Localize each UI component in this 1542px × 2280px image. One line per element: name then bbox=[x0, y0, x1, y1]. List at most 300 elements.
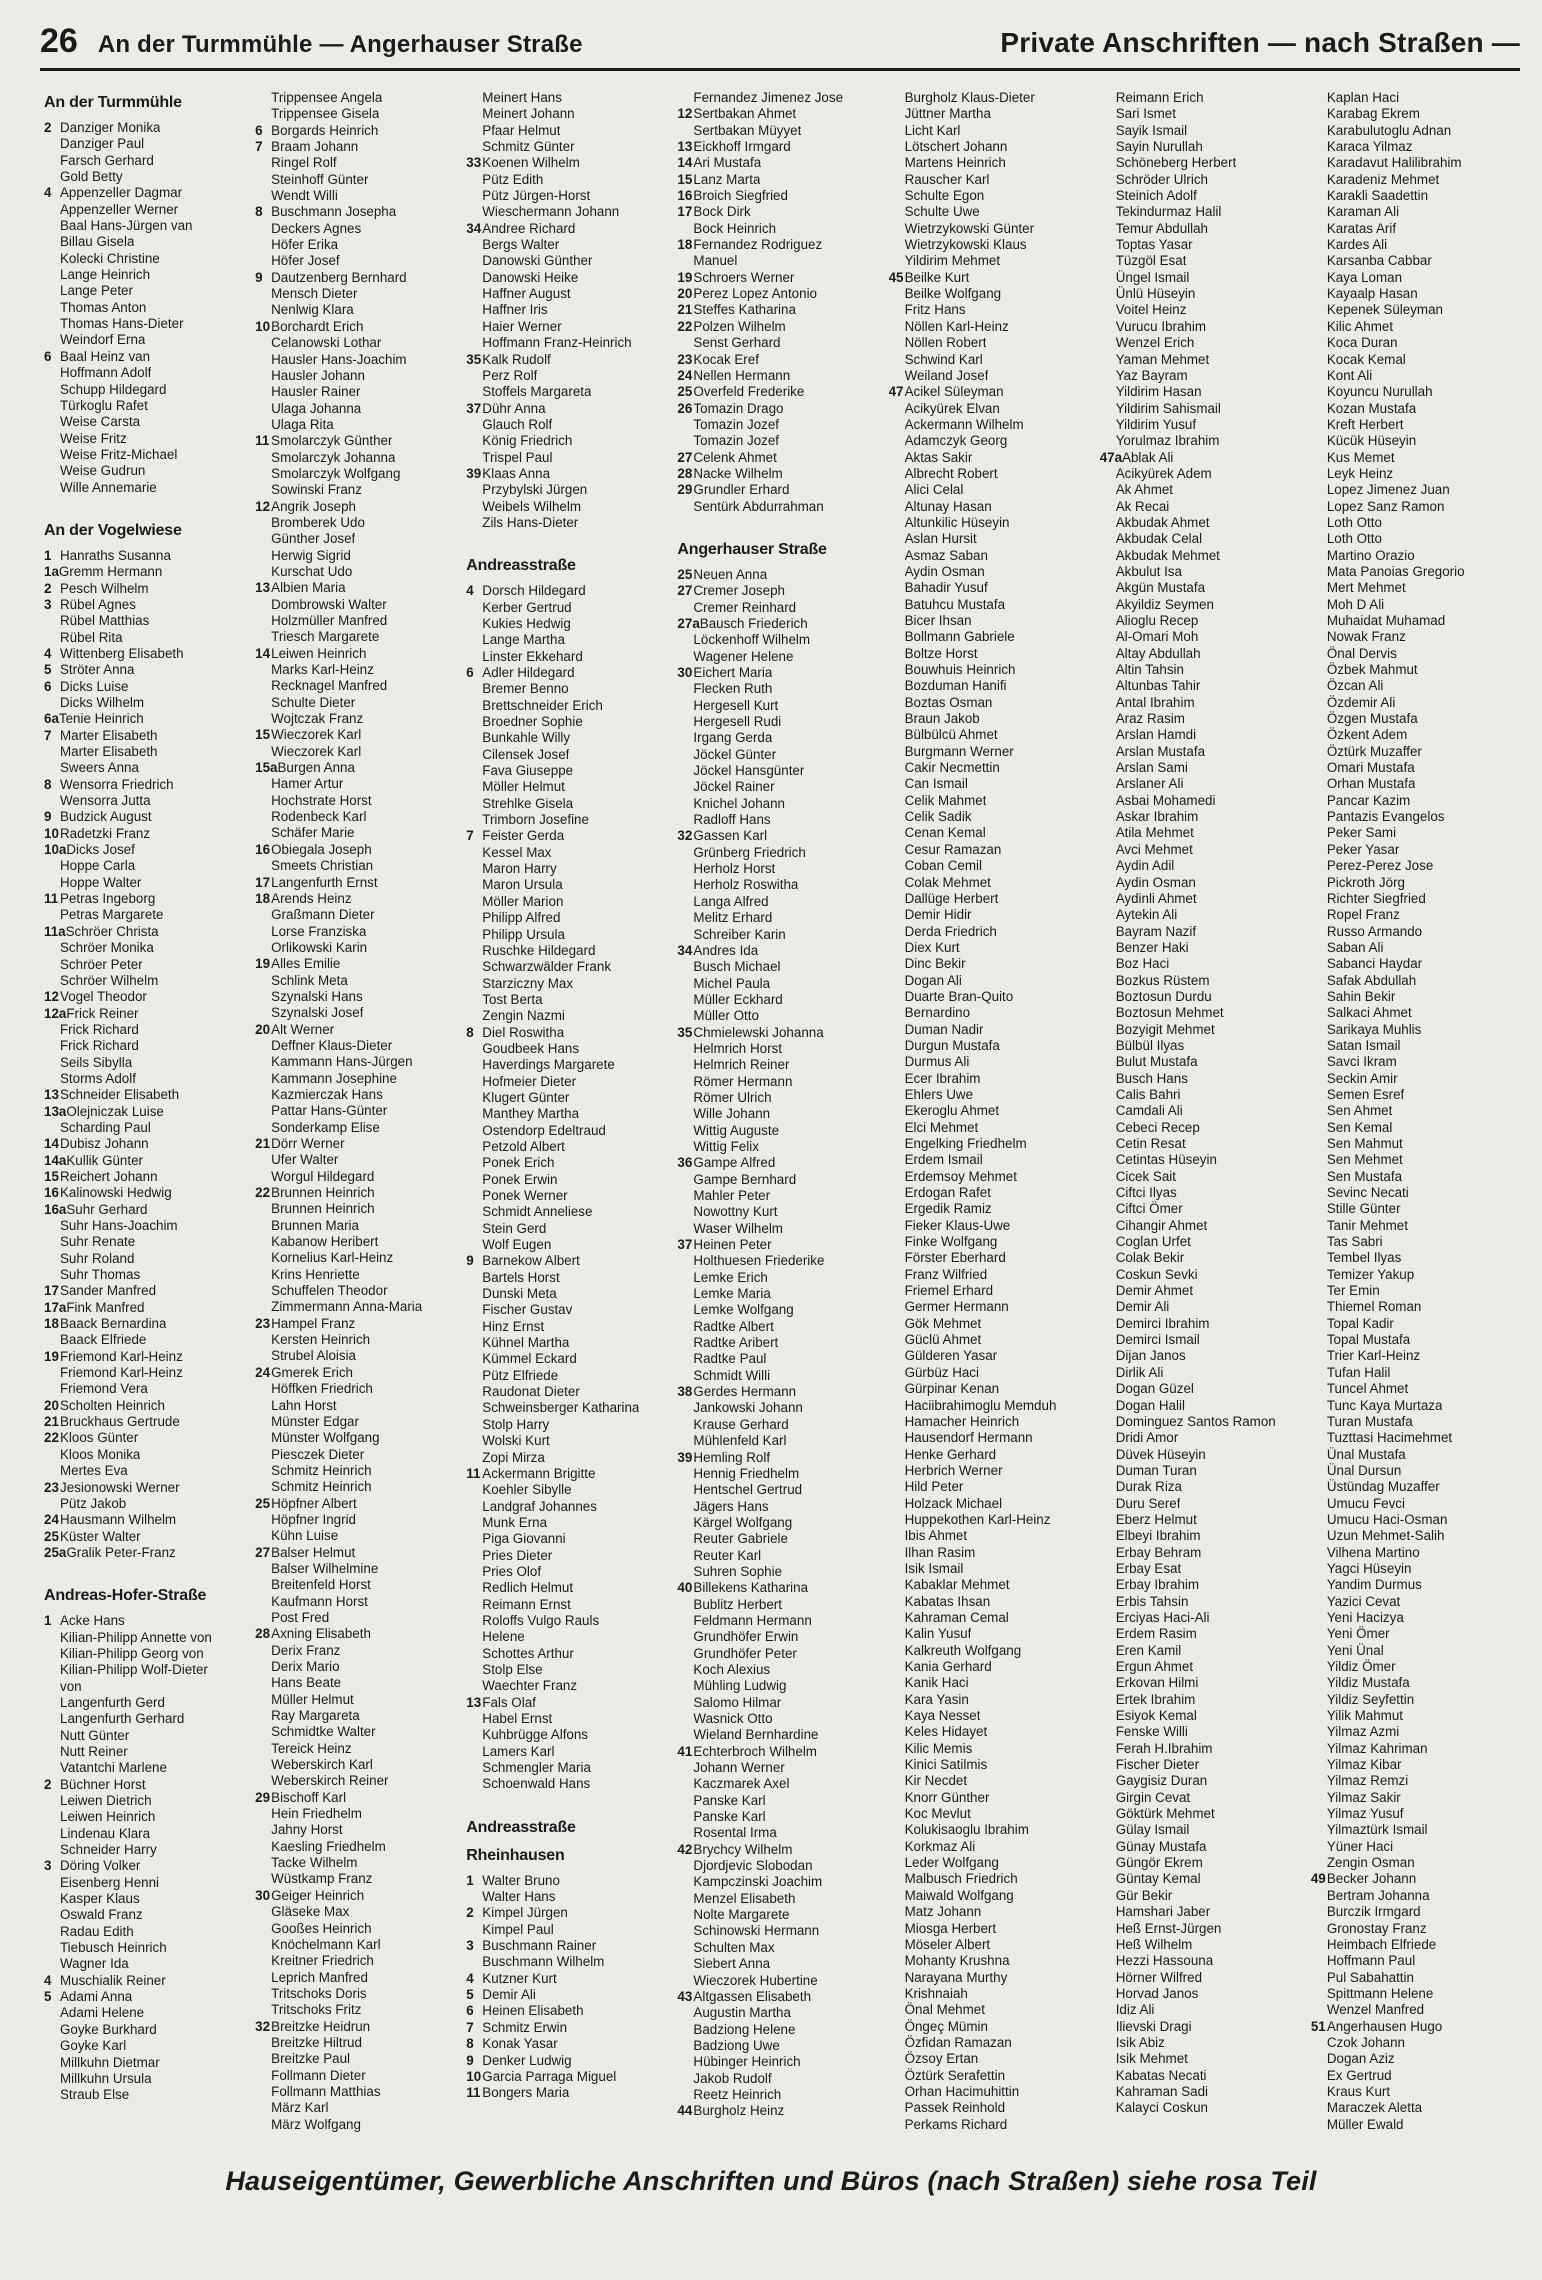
resident-entry bbox=[1100, 1757, 1301, 1773]
resident-entry bbox=[44, 1793, 245, 1809]
resident-entry bbox=[1311, 1398, 1512, 1414]
resident-name: Türkoglu Rafet bbox=[60, 397, 148, 413]
house-number bbox=[1311, 842, 1327, 858]
house-number bbox=[677, 2038, 693, 2054]
house-number bbox=[1100, 776, 1116, 792]
resident-entry bbox=[44, 1512, 245, 1528]
resident-entry bbox=[466, 1629, 667, 1645]
resident-name: Kalin Yusuf bbox=[904, 1626, 972, 1642]
house-number bbox=[1311, 1643, 1327, 1659]
resident-name: Jankowski Johann bbox=[693, 1400, 803, 1416]
resident-entry bbox=[255, 499, 456, 515]
resident-entry bbox=[1100, 973, 1301, 989]
resident-entry bbox=[889, 172, 1090, 188]
house-number: 40 bbox=[677, 1580, 693, 1596]
house-number bbox=[889, 466, 905, 482]
listing-columns bbox=[44, 90, 1512, 2145]
resident-name: Müller Eckhard bbox=[693, 991, 783, 1007]
resident-name: Leprich Manfred bbox=[271, 1969, 368, 1985]
resident-entry bbox=[1311, 2035, 1512, 2051]
resident-name: Schmitz Günter bbox=[482, 139, 575, 155]
resident-entry bbox=[466, 1417, 667, 1433]
house-number bbox=[1100, 368, 1116, 384]
house-number bbox=[1311, 1626, 1327, 1642]
resident-entry bbox=[1311, 580, 1512, 596]
resident-name: Baack Elfriede bbox=[60, 1332, 147, 1348]
resident-entry bbox=[677, 1825, 878, 1841]
resident-entry bbox=[889, 1038, 1090, 1054]
house-number bbox=[44, 463, 60, 479]
resident-entry bbox=[677, 1613, 878, 1629]
resident-entry bbox=[255, 1479, 456, 1495]
resident-entry bbox=[44, 1022, 245, 1038]
resident-entry bbox=[1100, 1022, 1301, 1038]
resident-entry bbox=[1311, 286, 1512, 302]
resident-entry bbox=[1100, 1038, 1301, 1054]
house-number bbox=[677, 1221, 693, 1237]
house-number bbox=[889, 1087, 905, 1103]
resident-entry bbox=[44, 1202, 245, 1218]
house-number: 19 bbox=[677, 269, 693, 285]
house-number bbox=[677, 1793, 693, 1809]
resident-name: Muhaidat Muhamad bbox=[1326, 613, 1446, 628]
resident-entry bbox=[889, 1773, 1090, 1789]
house-number bbox=[255, 1528, 271, 1544]
house-number bbox=[255, 1970, 271, 1986]
resident-entry bbox=[1311, 1659, 1512, 1675]
resident-entry bbox=[255, 1087, 456, 1103]
resident-entry bbox=[44, 1316, 245, 1332]
resident-name: Frick Richard bbox=[60, 1021, 139, 1037]
house-number: 38 bbox=[677, 1384, 693, 1400]
house-number bbox=[466, 1221, 482, 1237]
resident-name: Pütz Jürgen-Horst bbox=[482, 188, 591, 204]
resident-name: Wasnick Otto bbox=[693, 1711, 773, 1726]
resident-entry bbox=[44, 760, 245, 776]
resident-entry bbox=[677, 1499, 878, 1515]
resident-name: Steinich Adolf bbox=[1115, 188, 1197, 204]
house-number: 17a bbox=[44, 1299, 67, 1315]
resident-name: Kocak Eref bbox=[693, 351, 759, 367]
resident-name: Steffes Katharina bbox=[693, 302, 796, 318]
resident-name: Hampel Franz bbox=[271, 1315, 356, 1331]
house-number bbox=[44, 1646, 60, 1662]
house-number bbox=[1311, 629, 1327, 645]
house-number bbox=[889, 989, 905, 1005]
resident-name: Ponek Erich bbox=[482, 1155, 555, 1171]
house-number bbox=[1100, 1005, 1116, 1021]
resident-name: Schulte Dieter bbox=[271, 694, 356, 710]
resident-name: Gold Betty bbox=[60, 169, 123, 185]
house-number bbox=[1100, 2002, 1116, 2018]
resident-name: Coban Cemil bbox=[904, 858, 982, 874]
house-number bbox=[1100, 90, 1116, 106]
house-number bbox=[466, 1417, 482, 1433]
resident-name: Römer Hermann bbox=[693, 1073, 793, 1089]
house-number bbox=[466, 1384, 482, 1400]
resident-name: Hinz Ernst bbox=[482, 1318, 545, 1334]
resident-entry bbox=[889, 1626, 1090, 1642]
house-number bbox=[466, 1662, 482, 1678]
house-number bbox=[466, 992, 482, 1008]
resident-entry bbox=[1311, 1970, 1512, 1986]
resident-entry bbox=[889, 924, 1090, 940]
resident-entry bbox=[677, 401, 878, 417]
house-number bbox=[889, 1871, 905, 1887]
resident-entry bbox=[677, 2054, 878, 2070]
resident-entry bbox=[889, 989, 1090, 1005]
resident-name: Arslan Hamdi bbox=[1115, 727, 1197, 743]
resident-entry bbox=[255, 401, 456, 417]
house-number bbox=[1311, 1054, 1327, 1070]
house-number bbox=[255, 1169, 271, 1185]
resident-entry bbox=[1100, 564, 1301, 580]
house-number bbox=[255, 90, 271, 106]
house-number bbox=[255, 335, 271, 351]
resident-name: Burczik Irmgard bbox=[1326, 1904, 1421, 1920]
house-number bbox=[1311, 531, 1327, 547]
house-number: 11 bbox=[466, 2085, 481, 2101]
resident-entry bbox=[889, 286, 1090, 302]
resident-name: Jahny Horst bbox=[271, 1822, 343, 1838]
resident-entry bbox=[466, 1482, 667, 1498]
house-number: 24 bbox=[255, 1364, 271, 1380]
resident-name: Alioglu Recep bbox=[1115, 613, 1199, 628]
house-number bbox=[889, 2100, 905, 2116]
resident-name: Leiwen Dietrich bbox=[60, 1793, 152, 1808]
resident-name: Düvek Hüseyin bbox=[1115, 1446, 1206, 1462]
resident-entry bbox=[1100, 1267, 1301, 1283]
resident-name: Hausler Johann bbox=[271, 367, 365, 383]
resident-entry bbox=[889, 450, 1090, 466]
house-number bbox=[889, 1234, 905, 1250]
house-number: 18 bbox=[255, 890, 271, 906]
resident-name: Schmidt Willi bbox=[693, 1367, 771, 1383]
house-number: 47 bbox=[888, 384, 904, 400]
resident-entry bbox=[1100, 1136, 1301, 1152]
house-number: 22 bbox=[677, 318, 693, 334]
resident-entry bbox=[677, 583, 878, 599]
resident-entry bbox=[1311, 1773, 1512, 1789]
house-number bbox=[255, 1643, 271, 1659]
house-number bbox=[1311, 466, 1327, 482]
resident-entry bbox=[1100, 825, 1301, 841]
resident-name: Dubisz Johann bbox=[60, 1136, 149, 1152]
resident-name: Büchner Horst bbox=[60, 1776, 146, 1792]
resident-name: Worgul Hildegard bbox=[271, 1168, 375, 1184]
resident-name: Döring Volker bbox=[60, 1858, 141, 1874]
house-number: 8 bbox=[466, 1024, 474, 1040]
resident-entry bbox=[1100, 1790, 1301, 1806]
house-number: 27 bbox=[677, 583, 693, 599]
resident-name: Karabag Ekrem bbox=[1326, 106, 1420, 122]
resident-name: Breitzke Paul bbox=[271, 2051, 351, 2067]
resident-entry bbox=[677, 681, 878, 697]
house-number bbox=[1100, 564, 1116, 580]
resident-entry bbox=[466, 1760, 667, 1776]
resident-name: Küster Walter bbox=[60, 1528, 141, 1544]
resident-entry bbox=[1100, 188, 1301, 204]
resident-name: Aktas Sakir bbox=[904, 449, 973, 465]
resident-name: Can Ismail bbox=[904, 776, 968, 792]
resident-name: Sander Manfred bbox=[60, 1283, 157, 1299]
house-number bbox=[44, 630, 60, 646]
resident-entry bbox=[44, 1662, 245, 1678]
resident-name: Karadeniz Mehmet bbox=[1326, 171, 1440, 187]
house-number: 13 bbox=[677, 139, 693, 155]
house-number bbox=[889, 1071, 905, 1087]
resident-name: Dörr Werner bbox=[271, 1136, 345, 1151]
resident-entry bbox=[255, 1806, 456, 1822]
resident-name: Kukies Hedwig bbox=[482, 615, 571, 631]
house-number bbox=[466, 1368, 482, 1384]
resident-name: Gülay Ismail bbox=[1115, 1822, 1190, 1838]
resident-entry bbox=[1311, 384, 1512, 400]
house-number bbox=[889, 1365, 905, 1381]
house-number bbox=[889, 1904, 905, 1920]
resident-entry bbox=[1311, 155, 1512, 171]
house-number bbox=[1311, 1316, 1327, 1332]
resident-entry bbox=[1100, 776, 1301, 792]
house-number bbox=[466, 188, 482, 204]
resident-entry bbox=[255, 580, 456, 596]
house-number bbox=[255, 1054, 271, 1070]
resident-name: Ibis Ahmet bbox=[904, 1528, 968, 1544]
resident-entry bbox=[1100, 499, 1301, 515]
house-number bbox=[1311, 1463, 1327, 1479]
resident-name: Koehler Sibylle bbox=[482, 1482, 572, 1498]
house-number bbox=[889, 1773, 905, 1789]
resident-name: Elbeyi Ibrahim bbox=[1115, 1528, 1201, 1544]
house-number bbox=[466, 335, 482, 351]
resident-entry bbox=[677, 1956, 878, 1972]
house-number bbox=[677, 1956, 693, 1972]
resident-entry bbox=[466, 2003, 667, 2019]
resident-entry bbox=[677, 632, 878, 648]
house-number bbox=[1311, 1659, 1327, 1675]
resident-name: Kinici Satilmis bbox=[904, 1757, 988, 1773]
resident-name: Weise Fritz bbox=[60, 430, 127, 446]
resident-entry bbox=[1100, 646, 1301, 662]
house-number bbox=[889, 597, 905, 613]
resident-name: Yildiz Ömer bbox=[1326, 1659, 1396, 1674]
resident-entry bbox=[44, 202, 245, 218]
resident-entry bbox=[677, 927, 878, 943]
resident-entry bbox=[1100, 1708, 1301, 1724]
resident-entry bbox=[889, 564, 1090, 580]
resident-name: Trier Karl-Heinz bbox=[1326, 1348, 1421, 1364]
house-number bbox=[1100, 1185, 1116, 1201]
resident-name: Barnekow Albert bbox=[482, 1253, 580, 1269]
house-number bbox=[255, 2100, 271, 2116]
directory-column bbox=[255, 90, 456, 2145]
house-number bbox=[466, 1922, 482, 1938]
resident-name: Fischer Dieter bbox=[1115, 1757, 1200, 1773]
resident-name: Jägers Hans bbox=[693, 1498, 769, 1514]
resident-name: Boztosun Mehmet bbox=[1115, 1005, 1224, 1021]
house-number: 43 bbox=[677, 1988, 693, 2004]
house-number bbox=[677, 1564, 693, 1580]
resident-entry bbox=[889, 1479, 1090, 1495]
resident-entry bbox=[44, 1646, 245, 1662]
house-number: 35 bbox=[466, 351, 482, 367]
house-number bbox=[1100, 188, 1116, 204]
resident-name: Ray Margareta bbox=[271, 1708, 360, 1724]
resident-entry bbox=[44, 1300, 245, 1316]
resident-name: Wille Annemarie bbox=[60, 479, 157, 495]
resident-name: Haciibrahimoglu Memduh bbox=[904, 1397, 1057, 1413]
resident-name: Fritz Hans bbox=[904, 302, 966, 318]
resident-name: Leyk Heinz bbox=[1326, 465, 1394, 481]
resident-name: Jüttner Martha bbox=[904, 106, 991, 122]
resident-entry bbox=[889, 1071, 1090, 1087]
house-number bbox=[1100, 2100, 1116, 2116]
house-number bbox=[1311, 1561, 1327, 1577]
resident-name: Leiwen Heinrich bbox=[60, 1809, 156, 1825]
resident-name: Yazici Cevat bbox=[1326, 1593, 1401, 1609]
resident-name: Frick Richard bbox=[60, 1038, 139, 1054]
resident-name: Duman Nadir bbox=[904, 1021, 984, 1037]
resident-name: Pries Olof bbox=[482, 1563, 542, 1579]
resident-name: Wille Johann bbox=[693, 1106, 771, 1122]
house-number bbox=[677, 877, 693, 893]
house-number bbox=[889, 1463, 905, 1479]
house-number bbox=[677, 1874, 693, 1890]
house-number: 10a bbox=[44, 842, 67, 858]
house-number bbox=[1311, 90, 1327, 106]
resident-name: Toptas Yasar bbox=[1115, 237, 1193, 253]
resident-name: Günay Mustafa bbox=[1115, 1838, 1207, 1854]
house-number bbox=[1311, 1152, 1327, 1168]
house-number bbox=[1100, 1496, 1116, 1512]
house-number bbox=[1311, 744, 1327, 760]
house-number bbox=[44, 169, 60, 185]
house-number bbox=[44, 202, 60, 218]
resident-name: Esiyok Kemal bbox=[1115, 1708, 1197, 1724]
resident-name: Kimpel Jürgen bbox=[482, 1905, 568, 1921]
resident-name: Kahraman Cemal bbox=[904, 1609, 1009, 1625]
house-number bbox=[44, 1365, 60, 1381]
house-number bbox=[677, 1270, 693, 1286]
house-number bbox=[1100, 1087, 1116, 1103]
house-number bbox=[1311, 1218, 1327, 1234]
resident-name: Schneider Harry bbox=[60, 1842, 157, 1858]
resident-entry bbox=[1311, 809, 1512, 825]
resident-name: Heß Ernst-Jürgen bbox=[1115, 1920, 1222, 1936]
resident-name: Aydin Adil bbox=[1115, 858, 1175, 874]
house-number bbox=[1100, 466, 1116, 482]
house-number bbox=[1311, 1447, 1327, 1463]
resident-name: Duru Seref bbox=[1115, 1495, 1181, 1511]
house-number bbox=[466, 1335, 482, 1351]
resident-entry bbox=[44, 1940, 245, 1956]
resident-name: Tiebusch Heinrich bbox=[60, 1940, 167, 1956]
resident-name: Piesczek Dieter bbox=[271, 1446, 365, 1462]
house-number bbox=[677, 1613, 693, 1629]
house-number bbox=[677, 1760, 693, 1776]
resident-name: Hausler Rainer bbox=[271, 384, 361, 400]
house-number bbox=[44, 1022, 60, 1038]
house-number bbox=[1311, 1005, 1327, 1021]
resident-name: Mertes Eva bbox=[60, 1463, 128, 1479]
resident-entry bbox=[466, 1905, 667, 1921]
resident-name: Weibels Wilhelm bbox=[482, 498, 581, 514]
resident-entry bbox=[255, 1218, 456, 1234]
resident-entry bbox=[466, 499, 667, 515]
resident-name: Camdali Ali bbox=[1115, 1103, 1183, 1119]
resident-name: Weberskirch Reiner bbox=[271, 1773, 389, 1789]
resident-name: Smolarczyk Wolfgang bbox=[271, 465, 401, 481]
house-number bbox=[1311, 1921, 1327, 1937]
resident-name: Atila Mehmet bbox=[1115, 825, 1194, 841]
resident-entry bbox=[889, 1708, 1090, 1724]
house-number bbox=[677, 1923, 693, 1939]
house-number bbox=[255, 2051, 271, 2067]
resident-entry bbox=[1311, 858, 1512, 874]
resident-entry bbox=[255, 1577, 456, 1593]
resident-entry bbox=[1100, 1087, 1301, 1103]
resident-entry bbox=[1100, 1643, 1301, 1659]
resident-entry bbox=[677, 1368, 878, 1384]
resident-entry bbox=[1100, 1005, 1301, 1021]
resident-entry bbox=[1100, 1871, 1301, 1887]
resident-entry bbox=[466, 665, 667, 681]
house-number: 4 bbox=[44, 185, 52, 201]
house-number: 44 bbox=[677, 2103, 693, 2119]
resident-entry bbox=[255, 1398, 456, 1414]
resident-name: Johann Werner bbox=[693, 1760, 785, 1776]
house-number bbox=[889, 106, 905, 122]
resident-entry bbox=[1311, 776, 1512, 792]
resident-entry bbox=[44, 1430, 245, 1446]
resident-entry bbox=[255, 1463, 456, 1479]
resident-entry bbox=[255, 450, 456, 466]
house-number bbox=[889, 401, 905, 417]
house-number bbox=[466, 1204, 482, 1220]
resident-entry bbox=[1311, 253, 1512, 269]
resident-entry bbox=[1311, 368, 1512, 384]
resident-name: Yilmaz Kahriman bbox=[1326, 1740, 1428, 1756]
house-number bbox=[1311, 1610, 1327, 1626]
resident-name: Jöckel Günter bbox=[693, 746, 777, 762]
house-number bbox=[1311, 776, 1327, 792]
resident-entry bbox=[1100, 678, 1301, 694]
resident-entry bbox=[677, 1400, 878, 1416]
resident-entry bbox=[889, 1545, 1090, 1561]
house-number bbox=[677, 730, 693, 746]
resident-entry bbox=[889, 842, 1090, 858]
house-number bbox=[255, 286, 271, 302]
resident-name: Denker Ludwig bbox=[482, 2052, 572, 2068]
resident-entry bbox=[889, 1822, 1090, 1838]
resident-entry bbox=[255, 1447, 456, 1463]
resident-name: Bromberek Udo bbox=[271, 514, 365, 530]
resident-entry bbox=[889, 1398, 1090, 1414]
resident-name: Polzen Wilhelm bbox=[693, 318, 786, 334]
house-number bbox=[466, 1433, 482, 1449]
house-number bbox=[1311, 1365, 1327, 1381]
resident-name: Horvad Janos bbox=[1115, 1985, 1199, 2001]
house-number bbox=[1100, 1479, 1116, 1495]
resident-name: Peker Sami bbox=[1326, 825, 1397, 841]
resident-name: Tanir Mehmet bbox=[1326, 1217, 1408, 1233]
resident-name: Jesionowski Werner bbox=[60, 1479, 180, 1495]
house-number bbox=[889, 891, 905, 907]
resident-entry bbox=[677, 1074, 878, 1090]
house-number bbox=[44, 2005, 60, 2021]
house-number bbox=[255, 1348, 271, 1364]
house-number bbox=[255, 711, 271, 727]
